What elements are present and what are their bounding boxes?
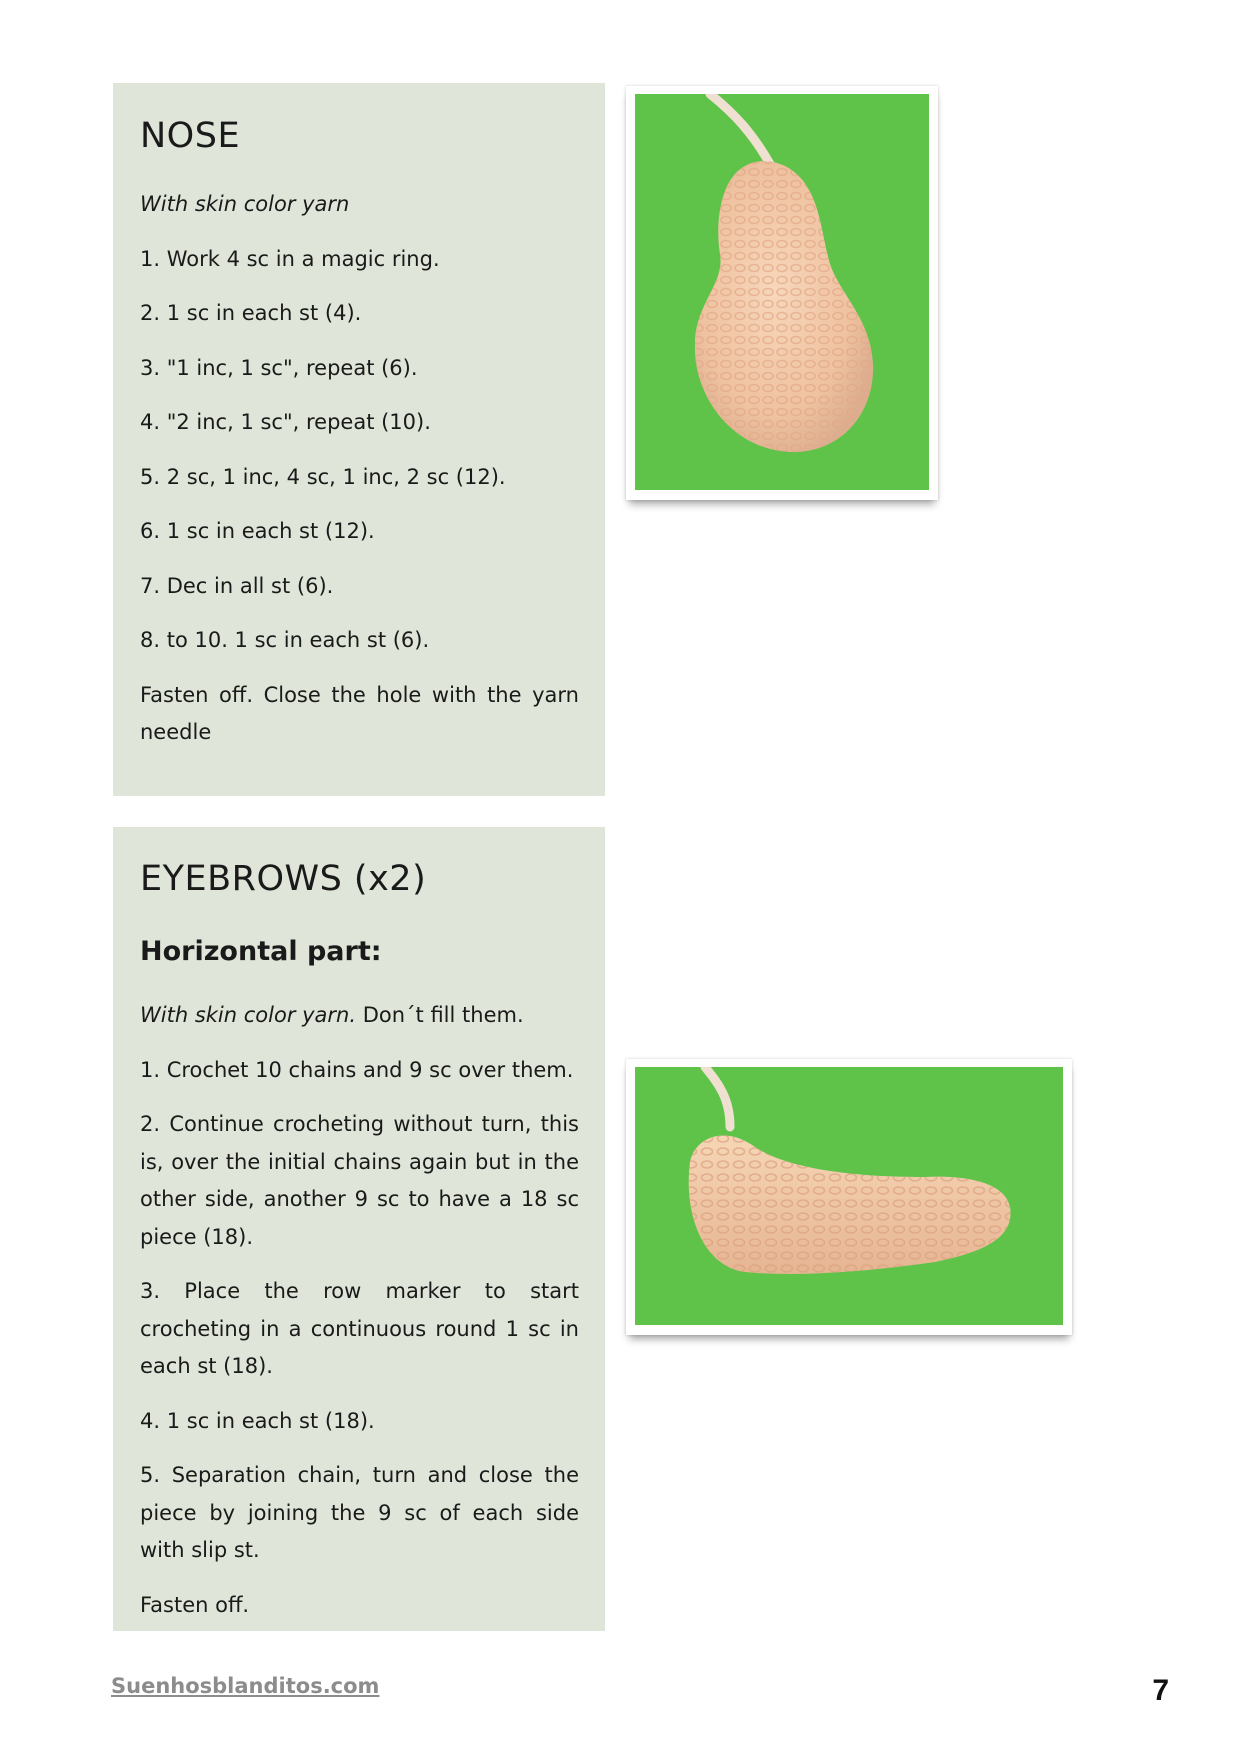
eyebrows-step: 2. Continue crocheting without turn, this is, over the initial chains again but in the other side, another 9 sc to have a 18 sc piece (18). — [140, 1112, 579, 1249]
crocheted-eyebrow-image — [635, 1067, 1063, 1325]
nose-step: 7. Dec in all st (6). — [140, 573, 334, 598]
nose-step: 8. to 10. 1 sc in each st (6). — [140, 628, 430, 652]
crocheted-nose-image — [635, 94, 929, 490]
eyebrows-step: 1. Crochet 10 chains and 9 sc over them. — [140, 1057, 574, 1082]
nose-step: 4. "2 inc, 1 sc", repeat (10). — [140, 410, 431, 434]
eyebrow-photo — [626, 1059, 1072, 1335]
nose-section — [113, 83, 605, 796]
nose-title: NOSE — [140, 116, 241, 156]
eyebrows-instructions — [140, 997, 579, 1641]
eyebrows-step: 3. Place the row marker to start crocheting in a continuous round 1 sc in each st (18). — [140, 1279, 579, 1378]
nose-step: 6. 1 sc in each st (12). — [140, 519, 375, 543]
eyebrows-section — [113, 827, 605, 1631]
nose-step: 5. 2 sc, 1 inc, 4 sc, 1 inc, 2 sc (12). — [140, 464, 506, 489]
nose-instructions — [140, 186, 579, 769]
nose-step: 3. "1 inc, 1 sc", repeat (6). — [140, 355, 418, 380]
eyebrows-intro — [140, 997, 579, 1035]
nose-step: 1. Work 4 sc in a magic ring. — [140, 246, 440, 271]
nose-finish: Fasten off. Close the hole with the yarn needle — [140, 682, 579, 744]
eyebrows-step: 4. 1 sc in each st (18). — [140, 1408, 375, 1433]
eyebrows-intro-italic: With skin color yarn. — [140, 1003, 357, 1027]
eyebrows-title: EYEBROWS (x2) — [140, 859, 427, 899]
horizontal-part-subtitle: Horizontal part: — [140, 936, 382, 967]
eyebrows-finish: Fasten off. — [140, 1592, 250, 1617]
page-number: 7 — [1152, 1674, 1169, 1707]
nose-photo — [626, 86, 938, 500]
nose-intro — [140, 186, 579, 224]
nose-intro-text: With skin color yarn — [140, 192, 350, 216]
nose-step: 2. 1 sc in each st (4). — [140, 301, 362, 325]
eyebrows-intro-rest: Don´t fill them. — [356, 1003, 524, 1027]
site-link[interactable]: Suenhosblanditos.com — [111, 1674, 380, 1698]
eyebrows-step: 5. Separation chain, turn and close the piece by joining the 9 sc of each side with slip st. — [140, 1463, 579, 1562]
